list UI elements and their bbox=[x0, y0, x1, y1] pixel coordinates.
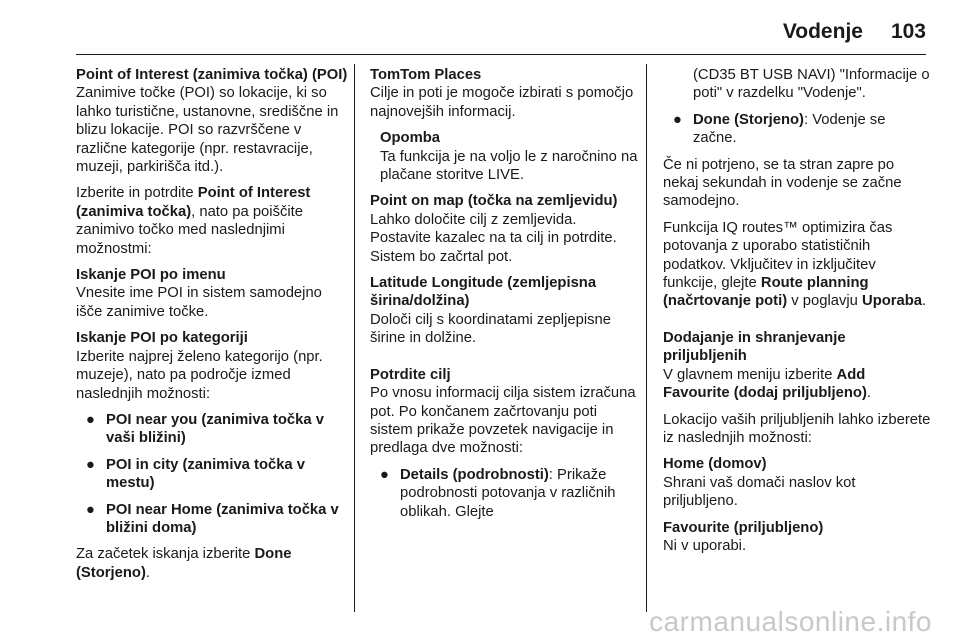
by-name-heading: Iskanje POI po imenu bbox=[76, 267, 226, 284]
column-divider-2 bbox=[646, 64, 647, 612]
start-search-text: Za začetek iskanja izberite Done (Storjeno). bbox=[76, 546, 292, 581]
tomtom-heading: TomTom Places bbox=[370, 67, 482, 83]
favourite-option-heading: Favourite (priljubljeno) bbox=[663, 519, 824, 536]
favourite-option-text: Ni v uporabi. bbox=[663, 537, 747, 554]
list-item: ● Details (podrobnosti): Prikaže podrobnosti potovanja v različnih oblikah. Glejte bbox=[380, 466, 616, 520]
list-item: ● POI near you (zanimiva točka v vaši bližini) bbox=[86, 411, 324, 447]
favourites-heading: Dodajanje in shranjevanje priljubljenih bbox=[663, 329, 846, 365]
page-number: 103 bbox=[890, 20, 926, 43]
note-heading: Opomba bbox=[380, 130, 441, 147]
by-category-text: Izberite najprej želeno kategorijo (npr. muzeje), nato pa področje izmed naslednjih možnosti: bbox=[76, 348, 323, 402]
note-text: Ta funkcija je na voljo le z naročnino na plačane storitve LIVE. bbox=[380, 148, 638, 184]
map-heading: Point on map (točka na zemljevidu) bbox=[370, 193, 618, 210]
poi-option-label: Point of Interest (zanimiva točka) bbox=[76, 185, 311, 220]
bullet-icon: ● bbox=[86, 456, 95, 473]
column-2 bbox=[370, 66, 640, 529]
select-paragraph: Izberite in potrdite Point of Interest (zanimiva točka), nato pa poiščite zanimivo točko med naslednjimi možnostmi: bbox=[76, 185, 311, 257]
section-title: Vodenje bbox=[782, 20, 863, 43]
bullet-icon: ● bbox=[380, 466, 389, 483]
map-text: Lahko določite cilj z zemljevida. Postavite kazalec na ta cilj in potrdite. Sistem bo začrtal pot. bbox=[370, 211, 617, 265]
tomtom-text: Cilje in poti je mogoče izbirati s pomočjo najnovejših informacij. bbox=[370, 85, 634, 120]
poi-text: Zanimive točke (POI) so lokacije, ki so lahko turistične, ustanovne, središčne in blizu lokacije. POI so razvrščene v različne kategorije (npr. restavracije, muzeji, parkirišča itd.). bbox=[76, 85, 339, 176]
iq-routes-text: Funkcija IQ routes™ optimizira čas potovanja z uporabo statističnih podatkov. Vključitev in izključitev funkcije, glejte Route planning (načrtovanje poti) v poglavju Uporaba. bbox=[663, 219, 927, 310]
by-category-heading: Iskanje POI po kategoriji bbox=[76, 330, 248, 347]
column-1 bbox=[76, 66, 348, 590]
bullet-icon: ● bbox=[673, 111, 682, 128]
list-item-continued: (CD35 BT USB NAVI) "Informacije o poti" v razdelku "Vodenje". bbox=[693, 67, 930, 102]
poi-heading: Point of Interest (zanimiva točka) (POI) bbox=[76, 67, 348, 83]
by-name-text: Vnesite ime POI in sistem samodejno išče zanimive točke. bbox=[76, 285, 322, 320]
list-item: ● POI in city (zanimiva točka v mestu) bbox=[86, 456, 306, 492]
header-rule bbox=[76, 54, 926, 55]
note-box bbox=[370, 129, 640, 184]
page-header bbox=[783, 14, 926, 54]
column-3 bbox=[663, 66, 931, 563]
confirm-heading: Potrdite cilj bbox=[370, 366, 451, 383]
latlon-heading: Latitude Longitude (zemljepisna širina/dolžina) bbox=[370, 275, 597, 310]
home-text: Shrani vaš domači naslov kot priljubljeno. bbox=[663, 474, 856, 510]
home-heading: Home (domov) bbox=[663, 456, 767, 473]
column-divider-1 bbox=[354, 64, 355, 612]
latlon-text: Določi cilj s koordinatami zepljepisne širine in dolžine. bbox=[370, 311, 611, 347]
list-item: ● POI near Home (zanimiva točka v bližini doma) bbox=[86, 501, 339, 536]
location-text: Lokacijo vaših priljubljenih lahko izberete iz naslednjih možnosti: bbox=[663, 411, 931, 446]
confirm-text: Po vnosu informacij cilja sistem izračuna pot. Po končanem začrtovanju poti sistem prikaže povzetek navigacije in predlaga dve možnosti: bbox=[370, 385, 636, 457]
watermark: carmanualsonline.info bbox=[649, 606, 932, 637]
bullet-icon: ● bbox=[86, 411, 95, 428]
auto-start-text: Če ni potrjeno, se ta stran zapre po nekaj sekundah in vodenje se začne samodejno. bbox=[663, 156, 902, 210]
favourites-text: V glavnem meniju izberite Add Favourite (dodaj priljubljeno). bbox=[663, 366, 871, 402]
list-item: ● Done (Storjeno): Vodenje se začne. bbox=[673, 111, 886, 147]
bullet-icon: ● bbox=[86, 501, 95, 518]
